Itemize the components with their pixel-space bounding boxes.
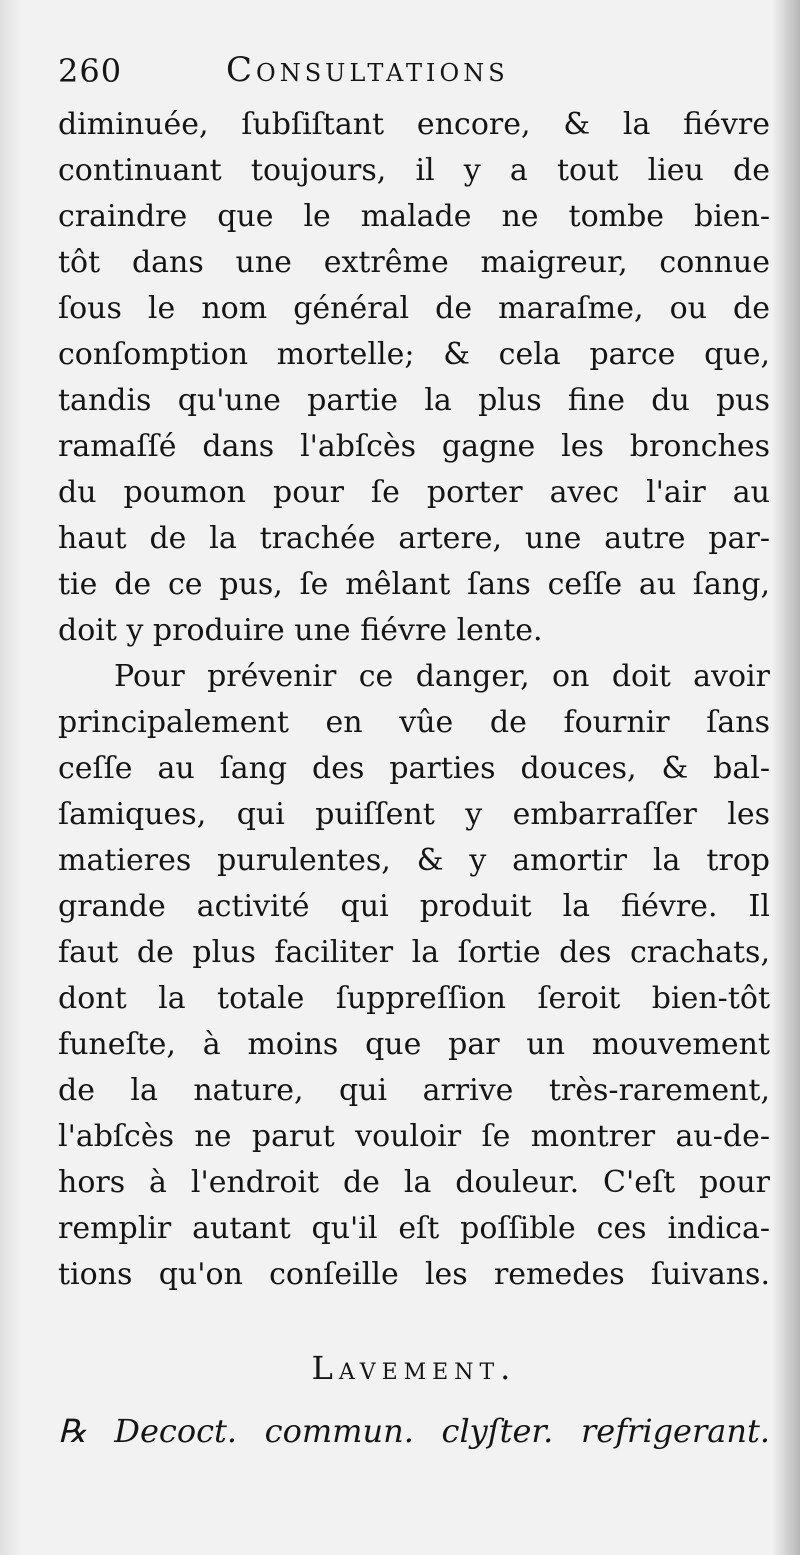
running-title: Consultations (226, 50, 509, 90)
text-line: ceſſe au ſang des parties douces, & bal- (58, 751, 770, 786)
text-line: principalement en vûe de fournir ſans (58, 705, 770, 740)
prescription-line: ℞ Decoct. commun. clyſter. refrigerant. (58, 1412, 770, 1450)
text-line: de la nature, qui arrive très-rarement, (58, 1073, 770, 1108)
text-line: tandis qu'une partie la plus fine du pus (58, 383, 770, 418)
spacer (58, 1298, 770, 1338)
running-head (58, 40, 770, 102)
text-line: haut de la trachée artere, une autre par- (58, 521, 770, 556)
text-line: faut de plus faciliter la ſortie des crachats, (58, 935, 770, 970)
text-line: ramaſſé dans l'abſcès gagne les bronches (58, 429, 770, 464)
text-line: tions qu'on conſeille les remedes ſuivans. (58, 1257, 770, 1292)
text-line: matieres purulentes, & y amortir la trop (58, 843, 770, 878)
paragraph (58, 102, 770, 654)
text-line: remplir autant qu'il eſt poſſible ces indica- (58, 1211, 770, 1246)
text-line: dont la totale ſuppreſſion ſeroit bien-tôt (58, 981, 770, 1016)
text-line: du poumon pour ſe porter avec l'air au (58, 475, 770, 510)
text-line: doit y produire une fiévre lente. (58, 613, 543, 648)
text-line: funeſte, à moins que par un mouvement (58, 1027, 770, 1062)
text-line: Pour prévenir ce danger, on doit avoir (114, 659, 770, 694)
text-line: tôt dans une extrême maigreur, connue (58, 245, 770, 280)
text-line: ſamiques, qui puiſſent y embarraſſer les (58, 797, 770, 832)
text-block (58, 40, 770, 1458)
text-line: grande activité qui produit la fiévre. Il (58, 889, 770, 924)
text-line: diminuée, ſubſiſtant encore, & la fiévre (58, 107, 770, 142)
text-line: ſous le nom général de maraſme, ou de (58, 291, 770, 326)
text-line: hors à l'endroit de la douleur. C'eſt pour (58, 1165, 770, 1200)
text-line: tie de ce pus, ſe mêlant ſans ceſſe au ſang, (58, 567, 770, 602)
text-line: continuant toujours, il y a tout lieu de (58, 153, 770, 188)
text-line: conſomption mortelle; & cela parce que, (58, 337, 770, 372)
section-heading: Lavement. (311, 1349, 517, 1387)
text-line: craindre que le malade ne tombe bien- (58, 199, 770, 234)
paragraph (58, 654, 770, 1298)
text-line: l'abſcès ne parut vouloir ſe montrer au-de- (58, 1119, 770, 1154)
page-number: 260 (58, 52, 123, 90)
